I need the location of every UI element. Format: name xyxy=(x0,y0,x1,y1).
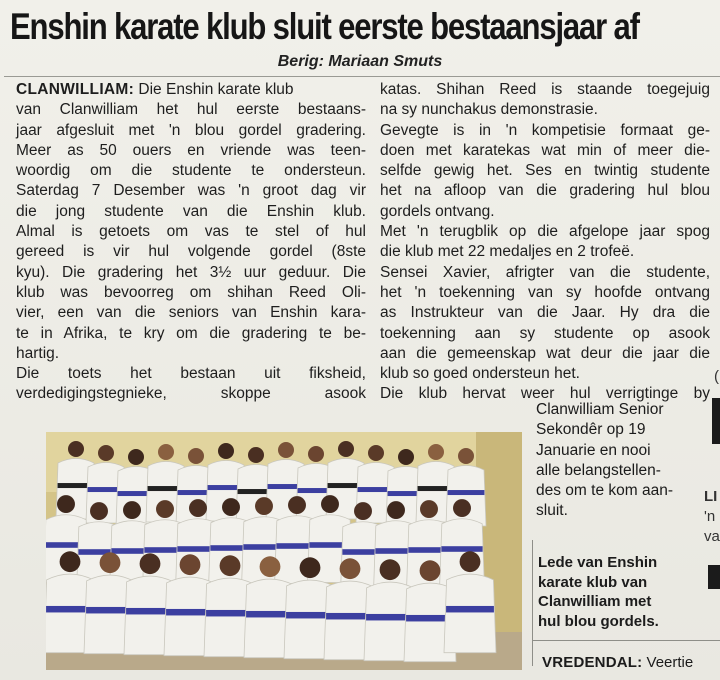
text-line: klub so goed ondersteun het. xyxy=(380,365,580,383)
text-line: woordig om die studente te ondersteun. xyxy=(16,162,366,180)
edge-black-block xyxy=(708,565,720,589)
article-divider xyxy=(532,640,720,641)
text-line: Sensei Xavier, afrigter van die studente, xyxy=(380,263,710,281)
article-column-1 xyxy=(16,80,366,405)
text-line: CLANWILLIAM: Die Enshin karate klub xyxy=(16,81,294,98)
text-line: as Instrukteur van die Jaar. Hy dra die xyxy=(380,304,710,322)
text-line: hartig. xyxy=(16,344,60,362)
text-line: aan die gemeenskap wat deur die jaar die xyxy=(380,344,710,362)
article-column-3 xyxy=(536,400,710,522)
text-line: selfde gewig het. Ses en twintig studente xyxy=(380,162,710,180)
next-article-dateline: VREDENDAL: xyxy=(542,654,643,671)
text-line: sluit. xyxy=(536,502,568,520)
text-line: Almal is getoets om vas te stel of hul xyxy=(16,223,366,241)
text-line: Sekondêr op 19 xyxy=(536,421,646,439)
text-line: Met 'n terugblik op die afgelope jaar spog xyxy=(380,223,710,241)
text-line: van Clanwilliam het hul eerste bestaans- xyxy=(16,101,366,119)
text-line: klub was bevoorreg om shihan Reed Oli- xyxy=(16,283,366,301)
text-line: vier, een van die seniors van Enshin kara- xyxy=(16,304,366,322)
text-line: alle belangstellen- xyxy=(536,461,661,479)
text-line: die jong studente van die Enshin klub. xyxy=(16,202,366,220)
photo-illustration xyxy=(46,432,522,670)
edge-fragment: va xyxy=(704,528,720,545)
dateline: CLANWILLIAM: xyxy=(16,81,135,98)
next-article-teaser xyxy=(542,654,693,671)
caption-line: Clanwilliam met xyxy=(538,593,652,610)
headline: Enshin karate klub sluit eerste bestaansjaar af xyxy=(10,6,639,47)
byline: Berig: Mariaan Smuts xyxy=(277,53,443,70)
caption-line: Lede van Enshin xyxy=(538,554,658,571)
text-line: katas. Shihan Reed is staande toegejuig xyxy=(380,81,710,98)
text-line: Gevegte is in 'n kompetisie formaat ge- xyxy=(380,121,710,139)
text-line: Die toets het bestaan uit fiksheid, xyxy=(16,365,366,383)
karate-students xyxy=(46,441,496,662)
karate-group-photo xyxy=(46,432,522,670)
divider xyxy=(4,76,720,77)
text-line: het na afloop van die gradering hul blou xyxy=(380,182,710,200)
text-line: Saterdag 7 Desember was 'n groot dag vir xyxy=(16,182,366,200)
column-divider xyxy=(532,540,533,666)
text-line: des om te kom aan- xyxy=(536,482,673,500)
photo-caption xyxy=(538,553,718,631)
text-line: jaar afgesluit met 'n blou gordel gradering. xyxy=(16,121,366,139)
text-line: kyu). Die gradering het 3½ uur geduur. Die xyxy=(16,263,366,281)
next-article-text: Veertie xyxy=(642,654,694,671)
text-line: na sy nunchakus demonstrasie. xyxy=(380,101,598,119)
text-line: die klub met 22 medaljes en 2 trofeë. xyxy=(380,243,635,261)
text-line: te in Afrika, te kry om die gradering te be- xyxy=(16,324,366,342)
edge-fragment: LI xyxy=(704,488,718,505)
text-line: doen met karatekas wat min of meer die- xyxy=(380,141,710,159)
edge-fragment: 'n xyxy=(704,508,716,525)
text-line: Januarie en nooi xyxy=(536,441,651,459)
text-line: gereed is vir hul volgende gordel (8ste xyxy=(16,243,366,261)
edge-fragment: ( xyxy=(714,368,719,385)
text-line: gordels ontvang. xyxy=(380,202,495,220)
edge-black-block xyxy=(712,398,720,444)
text-line: toekenning aan sy studente op asook xyxy=(380,324,710,342)
caption-line: hul blou gordels. xyxy=(538,612,659,630)
text-line: verdedigingstegnieke, skoppe asook xyxy=(16,385,366,403)
article-column-2 xyxy=(380,80,710,405)
text-line: Clanwilliam Senior xyxy=(536,401,664,418)
text-line: Die klub hervat weer hul verrigtinge by xyxy=(380,385,710,403)
text-line: Meer as 50 ouers en vriende was teen- xyxy=(16,141,366,159)
caption-line: karate klub van xyxy=(538,573,648,591)
text-line: het 'n toekenning van sy hoofde ontvang xyxy=(380,283,710,301)
